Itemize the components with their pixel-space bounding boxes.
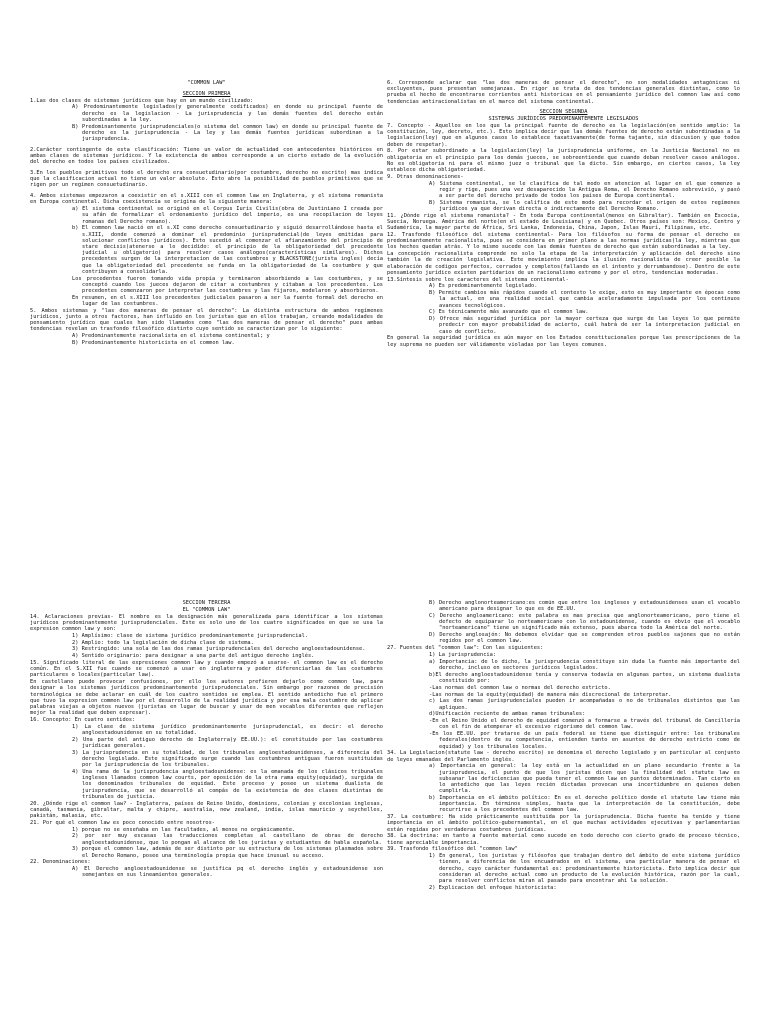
bottom-page xyxy=(0,600,768,1024)
list-item: A) Es predominantemente legislado. xyxy=(429,283,538,290)
paragraph: 4. Ambos sistemas empezaron a coexistir en el s.XIII con el common law en Inglaterra, y el sistema romanista en Europa continental. Dicha coexistencia se origina de la siguiente manera: xyxy=(30,193,383,206)
paragraph: 37. La costumbre: Ha sido prácticamente sustituida por la jurisprudencia. Dicha fuente ha tenido y tiene importancia en el ámbito político-gubernamental, en el que muchas actividades ejecutivas y parlamentarias están regidas por verdaderas costumbres jurídicas. xyxy=(387,814,740,833)
paragraph: 7. Concepto - Aquellos en los que la principal fuente de derecho es la legislación(en sentido amplio: la constitución, ley, decreto, etc.). Esto implica decir que las demás fuentes de derecho están subordinadas a la legislacion(ley) que en algunos casos lo establece taxativamente(de forma tajante, sin discusion y que todos deben de respetar). xyxy=(387,123,740,148)
paragraph: 39. Trasfondo filosófico del "common law" xyxy=(387,846,518,853)
list-item: 2) Una parte del antiguo derecho de Inglaterra(y EE.UU.): el constituido por las costumbres jurídicas generales. xyxy=(72,736,383,749)
paragraph: b)El derecho angloestadounidense tenía y conserva todavía en algunas partes, un sistema dualista constituido por: xyxy=(429,671,740,684)
paragraph: 22. Denominaciones: xyxy=(30,859,91,866)
list-item: 1) La jurisprudencia: xyxy=(429,652,496,658)
paragraph: -Las normas del common law o normas del derecho estricto. xyxy=(429,684,611,691)
list-item: A) Predominantemente legislados(y generalmente codificados) en donde su principal fuente de derecho es la legislacion - La jurisprudencia y las demás fuentes del derecho están subordinadas a la ley. xyxy=(72,104,383,123)
list-item: a) Importancia en general: la ley está en la actualidad en un plano secundario frente a la jurisprudencia, el punto de que los juristas dicen que la finalidad del statute law es subsanar las deficiencias que pueda tener el common law en puntos determinados. Tan cierto es lo antedicho que las leyes recién dictadas provocan una incertidumbre en quienes deben cumplirla. xyxy=(429,763,740,795)
paragraph: 3.En los pueblos primitivos todo el derecho era consuetudinario(por costumbre, derecho no escrito) mas indica que la clasificacion actual no tiene un valor absoluto. Esto abre la posibilidad de pueblos primitivos que se rigen por un regimen consuetudinario. xyxy=(30,170,383,189)
paragraph: 8. Por estar subordinado a la legislacion(ley) la jurisprudencia uniforme, en la Justicia Nacional no es obligatoria en el principio para los demás jueces, se sobreentiende que cuando deban resolver casos análogos. No es obligatoria ni para el mismo juez o tribunal que la dicto. Sin embargo, en ciertos casos, la ley establece dicha obligatoriedad. xyxy=(387,148,740,174)
paragraph: En resumen, en el s.XIII los precedentes judiciales pasaron a ser la fuente formal del derecho en lugar de las costumbres. xyxy=(72,294,383,308)
section-subheading: EL "COMMON LAW" xyxy=(182,606,231,613)
top-right-column xyxy=(387,80,740,550)
paragraph: 2.Carácter contingente de esta clasificación: Tiene un valor de actualidad con antecedentes históricos en ambas clases de sistemas jurídicos. Y la existencia de ambos corresponde a un cierto estado de la evolución del derecho en todos los países civilizados. xyxy=(30,146,383,166)
paragraph: -Las normas de la equity(equidad) de manera más discrecional de interpretar. xyxy=(429,691,672,698)
paragraph: En castellano puede provocar confusiones, por ello los autores prefieren dejarlo como common law, para designar a los sistemas jurídicos predominantemente jurisprudenciales. Sin embargo por razones de precisión terminológica se debe aclarar en cuál de los cuatro sentidos se emplea. El sentido antedicho fue el primero que tuvo la expresion common law por el desarrollo de la realidad jurídica y por esa mala costumbre de aplicar palabras viejas a objetos nuevos (juristas en lugar de buscar y usar de men vocablos diferentes que reflejen mejor la realidad que deben expresar). xyxy=(30,679,383,717)
paragraph: 14. Aclaraciones previas- El nombre es la designación más generalizada para identificar a los sistemas jurídicos predominantemente jurisprudenciales. Este es solo uno de los cuatro significados en que se usa la expresion common law y son: xyxy=(30,613,383,632)
list-item: C) Derecho angloamericano: este palabra es mas precisa que anglonorteamericano, pero tiene el defecto de equiparar lo norteamericano con lo estadounidense, cuando es obvio que el vocablo "norteamericano" tiene un significado más extenso, pues abarca todo la América del norte. xyxy=(429,613,740,632)
list-item: 2) Explicacion del enfoque historicista: xyxy=(429,884,557,891)
list-item: a) El sistema continental se originó en el Corpus Iuris Civilis(obra de Justiniano I creada por su afán de formalizar el ordenamiento jurídico del imperio, es una recopilacion de leyes romanas del Derecho romano). xyxy=(72,206,383,225)
list-item: A) Predominantemente racionalista en el sistema continental; y xyxy=(72,333,270,340)
paragraph: 6. Corresponde aclarar que "las dos maneras de pensar el derecho", no son modalidades antagónicas ni excluyentes, pues presentan semejanzas. En rigor se trata de dos tendencias generales distintas, como lo prueba el hecho de encontrarse corrientes anti historicas en el pensamiento jurídico del common law así como tendencias antiracionalistas en el marco del sistema continental. xyxy=(387,80,740,105)
list-item: B) Derecho anglonorteamericano:es común que entre los ingleses y estadounidenses usan el vocablo americano para designar lo que es de EE.UU. xyxy=(429,600,740,613)
paragraph: 20. ¿Dónde rige el common law? - Inglaterra, países de Reino Unido, dominions, colonias y excolonias inglesas, canadá, tasmania, gibraltar, malta y chipre, australia, new zealand, india, islas mauricio y seychelles, pakistán, malasia, etc. xyxy=(30,800,383,820)
paragraph: 5. Ambos sistemas y "las dos maneras de pensar el derecho": La distinta estructura de ambos regímenes jurídicos, junto a otros factores, han influido en los juristas que en ellos trabajan, creando modalidades de pensamiento jurídico que cuales han sido llamados como "las dos maneras de pensar el derecho" pues ambas tendencias revelan un trasfondo filosófico distinto cuyo sentido se caracterizan por lo siguiente: xyxy=(30,307,383,333)
paragraph: 9. Otras denominaciones- xyxy=(387,173,464,180)
paragraph: a) Importancia: de lo dicho, la jurisprudencia constituye sin duda la fuente más importante del derecho, incluso en sectores jurídicos legislados. xyxy=(429,658,740,671)
list-item: 4) Una rama de la jurisprudencia angloestadounidense: es la emanada de los clásicos tribunales ingleses llamados common law courts, por oposición de la otra rama equity(equidad), surgida de los denominados tribunales de equidad. Este proceso y posee un sistema dualista de jurisprudencia, que se desarrolló al compás de la existencia de dos clases distintas de tribunales de justicia. xyxy=(72,769,383,800)
list-item: b) Importancia en el ámbito político: En es el derecho político donde el statute law tiene más importancia. En términos simples, hasta que la interpretación de la constitución, debe recurrirse a los precedentes del common law. xyxy=(429,795,740,814)
list-item: D) Ofrece más seguridad jurídica por la mayor certeza que surge de las leyes lo que permite predecir con mayor probabilidad de acierto, cuál habrá de ser la interpretacion judicial en caso de conflicto. xyxy=(429,316,740,335)
list-item: b) El common law nació en el s.XI como derecho consuetudinario y siguió desarrollándose hasta el s.XIII, donde comenzó a dominar el predominio jurisprudencial(de leyes emitidas para solucionar conflictos jurídicos). Esto sucedió al comenzar el afianzamiento del principio de stare decisis(atenerse a lo decidido: el principio de la obligatoriedad del precedente judicial u obligatorio) para resolver casos análogos(características similares). Dichos precedentes surgen de la interpretacion de las costumbres y BLACKSTONE(jurista ingles) decía que la obligatoriedad del precedente se funda en la obligatoriedad de la costumbre y que contribuyen a consolidarla. xyxy=(72,225,383,275)
paragraph: 11. ¿Dónde rige el sistema romanista? - En toda Europa continental(menos en Gibraltar). También en Escocia, Suecia, Noruega. América del norte(en el estado de Louisiana) y en Quebec. Otros países son: Mexico, Centro y Sudamérica, la mayor parte de África, Sri Lanka, Indonesia, China, Japon, Islas Maurí, Filipinas, etc. xyxy=(387,212,740,232)
list-item: A) Sistema continental, se le clasifica de tal modo en atencion al lugar en el que comenzo a regir y rige, pues una vez desaparecido la Antigua Roma, el Derecho Romano sobrevivió, y pasó a ser parte del derecho privado de todos los países de Europa continental. xyxy=(429,180,740,200)
paragraph: 34. La Legislacion(statute law - derecho escrito) se denomina el derecho legislado y en particular al conjunto de leyes emanadas del Parlamento inglés. xyxy=(387,750,740,763)
list-item: 1) En general, los juristas y filósofos que trabajan dentro del ámbito de este sistema jurídico tienen, a diferencia de los encuadrados en el sistema, una particular manera de pensar el derecho, cuyo carácter fundamental es: predominantemente historicista. Esto implica decir que consideran al derecho actual como un producto de la evolución histórica, razón por la cual, para resolver conflictos miran al pasado para encontrar ahí la solución. xyxy=(429,853,740,885)
list-item: B) Predominantemente historicista en el common law. xyxy=(72,340,235,347)
paragraph: c) Las dos ramas jurisprudenciales pueden ir acompañadas o no de tribunales distintos que las apliquen. xyxy=(429,698,740,711)
paragraph: 27. Fuentes del "common law": Con las siguientes: xyxy=(387,645,544,652)
list-item: C) Es técnicamente más avanzado que el common law. xyxy=(429,309,589,316)
section-heading: SECCION TERCERA xyxy=(182,600,231,606)
list-item: B) Predominantemente jurisprudenciales(o sistema del common law) en donde su principal fuente de derecho es la jurisprudencia - La ley y las demás fuentes jurídicas subordinan a la jurisprudencia. xyxy=(72,123,383,142)
paragraph: 13.Síntesis sobre los caracteres del sistema continental- xyxy=(387,276,569,283)
paragraph: 16. Concepto: En cuatro sentidos: xyxy=(30,717,136,723)
section-subheading: SISTEMAS JURÍDICOS PREDOMINANTEMENTE LEGISLADOS xyxy=(488,116,639,123)
list-item: 3) La jurisprudencia en su totalidad, de los tribunales angloestadounidenses, a diferencia del derecho legislado. Este significado surge cuando las costumbres antiguas fueron sustituidas por la jurisprudencia de los tribunales. xyxy=(72,749,383,769)
list-item: A) El Derecho angloestadounidense se justifica pq el derecho inglés y estadounidense son semejantes en sus lineamientos generales. xyxy=(72,866,383,879)
paragraph: -En los EE.UU. por tratarse de un país federal se tiene que distinguir entre: los tribunales federales(dentro de su competencia, entienden tanto en asuntos de derecho estricto como de equidad) y los tribunales locales. xyxy=(429,731,740,750)
paragraph: 38. La doctrina: en tanto a fuente material como sucede en todo derecho con cierto grado de proceso técnico, tiene apreciable importancia. xyxy=(387,833,740,846)
list-item: 1) porque no se enseñaba en las facultades, al menos no orgánicamente. xyxy=(72,826,296,833)
list-item: B) Permite cambios más rápidos cuando el contexto lo exige, esto es muy importante en épocas como la actual, en una realidad social que cambia aceleradamente impulsada por los continuos avances tecnológicos. xyxy=(429,290,740,309)
list-item: D) Derecho anglosajón: No debemos olvidar que se comprenden otros pueblos sajones que no están regidos por el common law. xyxy=(429,632,740,645)
paragraph: -En el Reino Unido el derecho de equidad comenzó a formarse a través del tribunal de Cancillería con el fin de atemperar el excesivo rigorismo del common law. xyxy=(429,718,740,731)
paragraph: 15. Significado literal de las expresiones common law y cuando empezó a usarse- el common law es el derecho común. En el S.XII fue cuando se comenzó a usar en inglaterra y poder diferenciarlas de las costumbres particulares o locales(particular law). xyxy=(30,659,383,679)
section-heading: SECCION PRIMERA xyxy=(182,90,231,97)
bottom-left-column xyxy=(30,600,383,1024)
list-item: 2) por ser muy escasas las traducciones completas al castellano de obras de derecho angloestadounidense, que lo pongan al alcance de los juristas y estudiantes de habla española. xyxy=(72,833,383,846)
paragraph: 12. Trasfondo filosófico del sistema continental- Para los filósofos su forma de pensar el derecho es predominantemente racionalista, pues se considera en primer plano a las normas jurídicas(la ley, mientras que los hechos quedan atrás. Y lo mismo sucede con las demás fuentes de derecho que están subordinadas a la ley. xyxy=(387,232,740,251)
paragraph: 1.Las dos clases de sistemas jurídicos que hay en un mundo civilizado: xyxy=(30,97,254,104)
top-page xyxy=(0,80,768,550)
top-left-column xyxy=(30,80,383,550)
list-item: 1) Amplísimo: clase de sistema jurídico predominantemente jurisprudencial. xyxy=(72,632,308,639)
paragraph: Los precedentes fueron tomando vida propia y terminaron absorbiendo a las costumbres, y se conceptó cuando los jueces dejaron de citar a costumbres y citaban a los precedentes. Los precedentes comenzaron por interpretar las costumbres y las fijaron, modelaron y absorbieron. xyxy=(72,275,383,295)
list-item: B) Sistema romanista, se lo califica de este modo para recordar el origen de estos regímenes jurídicos ya que derivan directa o indirectamente del Derecho Romano. xyxy=(429,199,740,213)
list-item: 4) Sentido originario: para designar a una parte del antiguo derecho inglés. xyxy=(72,653,315,660)
document-title: "COMMON LAW" xyxy=(187,80,226,86)
section-heading: SECCION SEGUNDA xyxy=(539,109,588,116)
paragraph: 21. Por qué el common law es poco conocido entre nosotros- xyxy=(30,819,215,826)
paragraph: La concepción racionalista comprende no solo la etapa de la interpretación y aplicación del derecho sino también la de creación legislativa. Este movimiento implica la ilusión racionalista de creer posible la elaboración de codigos perfectos, cerrados y completos(fallando en el intento y derrumbandose). Dentro de este pensamiento jurídico existen partidarios de un racionalismo extremo y por el otro, tendencias moderadas. xyxy=(387,251,740,276)
paragraph: En general la seguridad jurídica es aún mayor en los Estados constitucionales porque las prescripciones de la ley suprema no pueden ser válidamente violadas por las leyes comunes. xyxy=(387,335,740,348)
list-item: 3) porque el common law, además de ser distinto por su estructura de los sistemas plasmados sobre el Derecho Romano, posee una terminología propia que hace inusual su acceso. xyxy=(72,846,383,859)
bottom-right-column xyxy=(387,600,740,1024)
paragraph: d)Unificación reciente de ambas ramas tribunales: xyxy=(429,711,586,718)
list-item: 1) La clase de sistema jurídico predominantemente jurisprudencial, es decir: el derecho angloestadounidense en su totalidad. xyxy=(72,723,383,736)
list-item: 2) Amplio: todo la legislación de dicha clase de sistema. xyxy=(72,639,254,646)
list-item: 3) Restringido: una sola de las dos ramas jurisprudenciales del derecho angloestadounidense. xyxy=(72,646,366,653)
